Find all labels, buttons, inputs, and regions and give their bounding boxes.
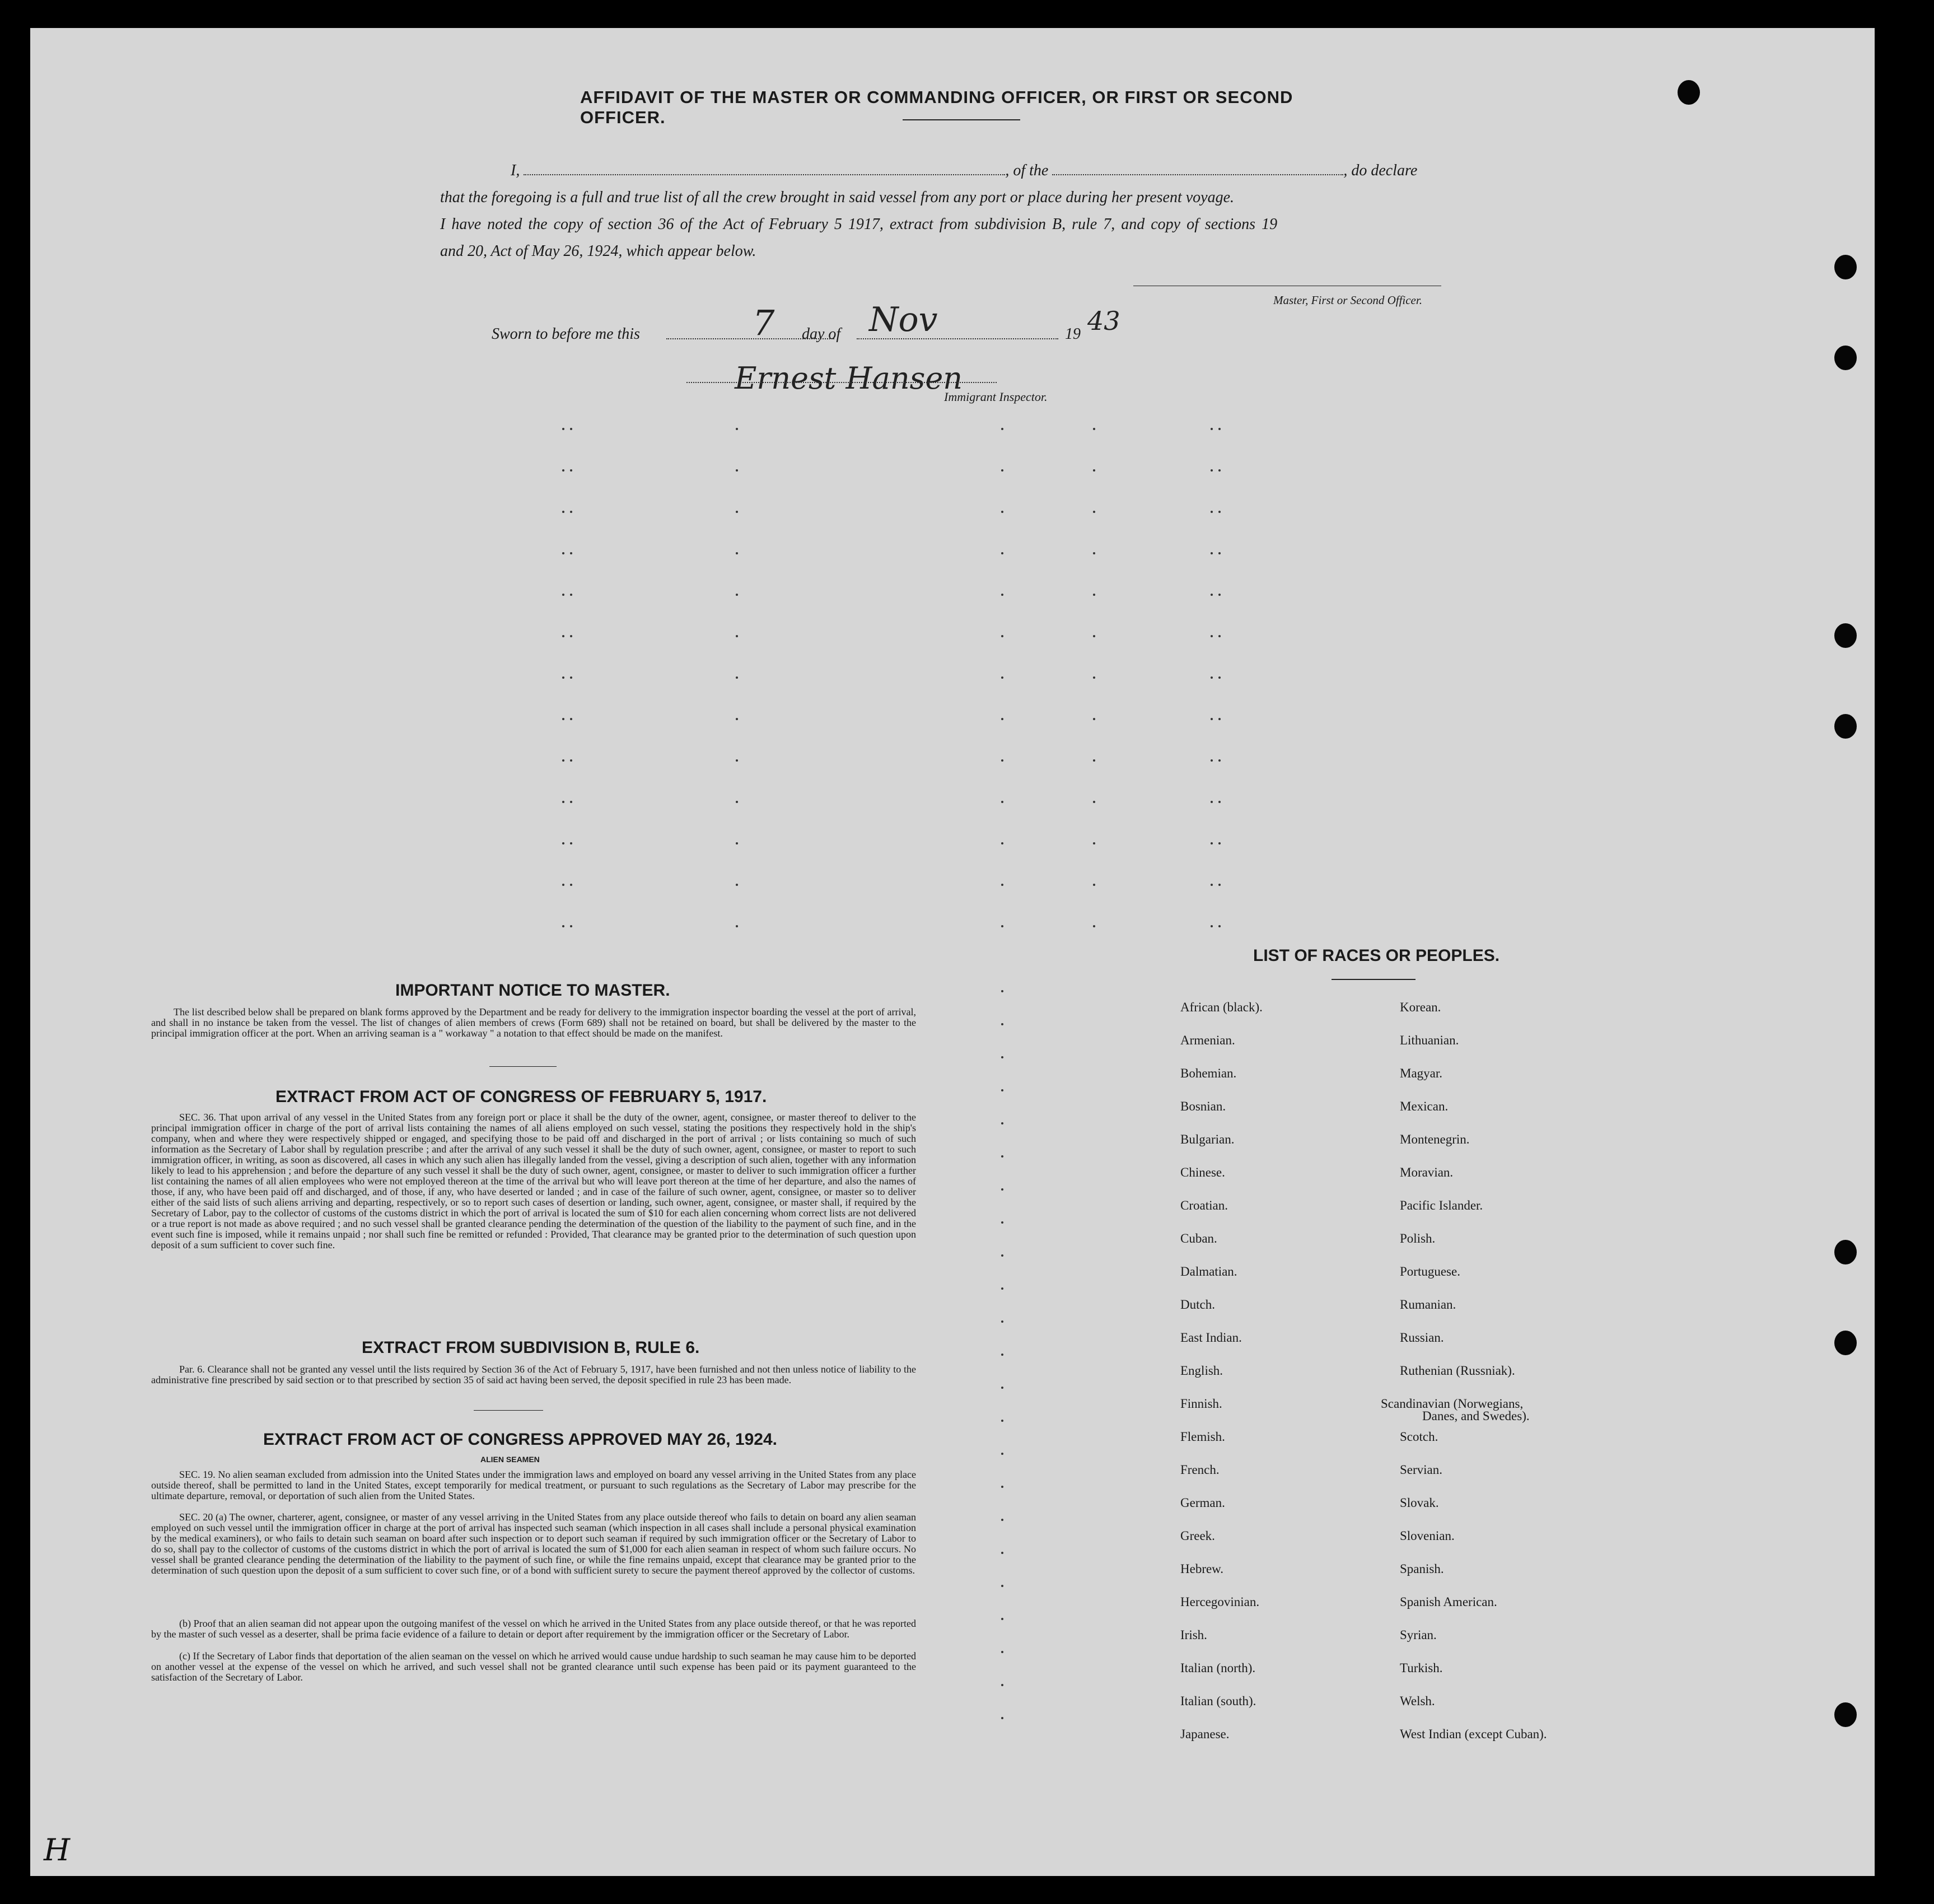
leader-dot — [1001, 552, 1003, 554]
leader-dot — [1211, 428, 1213, 430]
leader-dot — [1001, 759, 1003, 762]
leader-dot — [736, 594, 738, 596]
race-item: German. — [1180, 1496, 1225, 1510]
race-item: Slovak. — [1400, 1496, 1439, 1510]
leader-dot — [562, 842, 564, 844]
race-item: Greek. — [1180, 1529, 1215, 1543]
race-item: Slovenian. — [1400, 1529, 1455, 1543]
sec19-text: SEC. 19. No alien seaman excluded from admission into the United States under the immigration laws and employed on board any vessel arriving in the United States from any place outside thereof, shall be permitted to land in the United States, except temporarily for medical treatment, or pursuant to such regulations as the Secretary of Labor may prescribe for the ultimate departure, removal, or deportation of such alien from the United States. — [151, 1469, 916, 1501]
leader-dot — [1001, 469, 1003, 472]
corner-mark: H — [44, 1832, 71, 1868]
extract-1924-subtitle: ALIEN SEAMEN — [480, 1455, 540, 1464]
leader-dot — [1218, 428, 1221, 430]
leader-dot — [736, 759, 738, 762]
day-of-label: day of — [802, 325, 841, 343]
leader-dot — [736, 511, 738, 513]
leader-dot — [1001, 1155, 1003, 1158]
race-item: Italian (north). — [1180, 1661, 1256, 1675]
do-declare-label: , do declare — [1343, 162, 1418, 179]
race-item: Spanish American. — [1400, 1595, 1497, 1609]
race-item: Magyar. — [1400, 1066, 1443, 1080]
inspector-label: Immigrant Inspector. — [944, 390, 1048, 404]
leader-dot — [1218, 511, 1221, 513]
year-prefix: 19 — [1065, 325, 1081, 343]
leader-dot — [570, 884, 572, 886]
leader-dot — [570, 676, 572, 679]
race-item: West Indian (except Cuban). — [1400, 1727, 1547, 1741]
leader-dot — [1001, 1320, 1003, 1323]
leader-dot — [570, 552, 572, 554]
race-item: Chinese. — [1180, 1165, 1225, 1179]
notice-title: IMPORTANT NOTICE TO MASTER. — [395, 981, 670, 1000]
race-item: Russian. — [1400, 1331, 1444, 1345]
leader-dot — [1001, 1651, 1003, 1653]
extract-1924-title: EXTRACT FROM ACT OF CONGRESS APPROVED MAY 26, 1924. — [263, 1430, 777, 1449]
leader-dot — [1093, 925, 1095, 927]
leader-dot — [1211, 718, 1213, 720]
leader-dot — [1218, 884, 1221, 886]
leader-dot — [1093, 759, 1095, 762]
leader-dot — [1211, 594, 1213, 596]
leader-dot — [736, 676, 738, 679]
leader-dot — [1218, 469, 1221, 472]
punch-hole — [1834, 714, 1857, 739]
leader-dot — [736, 469, 738, 472]
leader-dot — [1093, 801, 1095, 803]
race-item: Moravian. — [1400, 1165, 1454, 1179]
leader-dot — [1218, 552, 1221, 554]
leader-dot — [562, 884, 564, 886]
race-item: Syrian. — [1400, 1628, 1437, 1642]
leader-dot — [1001, 925, 1003, 927]
race-item: Turkish. — [1400, 1661, 1443, 1675]
leader-dot — [736, 842, 738, 844]
leader-dot — [1093, 552, 1095, 554]
subdivision-title: EXTRACT FROM SUBDIVISION B, RULE 6. — [362, 1338, 700, 1357]
leader-dot — [1001, 594, 1003, 596]
race-item: Bulgarian. — [1180, 1132, 1235, 1146]
race-item: Dutch. — [1180, 1298, 1215, 1312]
subdivision-rule — [474, 1410, 543, 1411]
title-rule — [903, 119, 1020, 120]
leader-dot — [1001, 842, 1003, 844]
leader-dot — [1093, 469, 1095, 472]
leader-dot — [570, 925, 572, 927]
leader-dot — [1001, 1387, 1003, 1389]
race-item: Bohemian. — [1180, 1066, 1237, 1080]
leader-dot — [1093, 635, 1095, 637]
race-item: Servian. — [1400, 1463, 1443, 1477]
race-item: Welsh. — [1400, 1694, 1435, 1708]
leader-dot — [1093, 594, 1095, 596]
leader-dot — [562, 718, 564, 720]
leader-dot — [1001, 718, 1003, 720]
race-item: Mexican. — [1400, 1099, 1449, 1113]
race-item: Finnish. — [1180, 1397, 1222, 1411]
extract-1917-text: SEC. 36. That upon arrival of any vessel in the United States from any foreign port or place it shall be the duty of the owner, agent, consignee, or master thereof to deliver to the principal immigration officer in charge of the port of arrival lists containing the names of all aliens employed on such vessel, stating the positions they respectively hold in the ship's company, when and where they were respectively shipped or engaged, and specifying those to be paid off and discharged in the port of arrival ; or lists containing so much of such information as the Secretary of Labor shall by regulation prescribe ; and after the arrival of any such vessel it shall be the duty of such owner, agent, consignee, or master to report to such immigration officer, in writing, as soon as discovered, all cases in which any such alien has illegally landed from the vessel, giving a description of such alien, together with any information likely to lead to his apprehension ; and before the departure of any such vessel it shall be the duty of such owner, agent, consignee, or master to deliver to such immigration officer a further list containing the names of all alien employees who were not employed thereon at the time of the arrival but who will leave port thereon at the time of her departure, and also the names of those, if any, who have been paid off and discharged, and of those, if any, who have deserted or landed ; and in case of the failure of such owner, agent, consignee, or master so to deliver either of the said lists of such aliens arriving and departing, respectively, or so to report such cases of desertion or landing, such owner, agent, consignee, or master shall, if required by the Secretary of Labor, pay to the collector of customs of the customs district in which the port of arrival is located the sum of $10 for each alien concerning whom correct lists are not delivered or a true report is not made as above required ; and no such vessel shall be granted clearance pending the determination of the question of the liability to the payment of such fine, and in the event such fine is imposed, while it remains unpaid ; nor shall such fine be remitted or refunded : Provided, That clearance may be granted prior to the determination of such question upon deposit of a sum sufficient to cover such fine. — [151, 1112, 916, 1250]
leader-dot — [562, 428, 564, 430]
leader-dot — [1001, 1684, 1003, 1686]
leader-dot — [1001, 1056, 1003, 1058]
document-sheet — [30, 28, 1875, 1876]
leader-dot — [1093, 884, 1095, 886]
race-item: African (black). — [1180, 1000, 1263, 1014]
race-item: Italian (south). — [1180, 1694, 1256, 1708]
leader-dot — [1001, 511, 1003, 513]
leader-dot — [1001, 1618, 1003, 1620]
race-item: Scandinavian (Norwegians, — [1381, 1397, 1524, 1411]
master-label: Master, First or Second Officer. — [1273, 293, 1422, 307]
affidavit-line2: that the foregoing is a full and true list of all the crew brought in said vessel from any port or place during her present voyage. — [440, 189, 1235, 206]
leader-dot — [1001, 1221, 1003, 1224]
leader-dot — [1001, 676, 1003, 679]
subdivision-text: Par. 6. Clearance shall not be granted any vessel until the lists required by Section 36 of the Act of February 5, 1917, have been furnished and not then unless notice of liability to the administrative fine prescribed by said section or to that prescribed by section 35 of said act having been served, the deposit specified in rule 23 has been made. — [151, 1364, 916, 1385]
affidavit-i: I, — [511, 162, 520, 179]
leader-dot — [1218, 635, 1221, 637]
leader-dot — [1218, 676, 1221, 679]
leader-dot — [570, 759, 572, 762]
leader-dot — [1093, 428, 1095, 430]
affidavit-line3: I have noted the copy of section 36 of the Act of February 5 1917, extract from subdivision B, rule 7, and copy of sections 19 — [440, 216, 1278, 233]
races-rule — [1332, 979, 1416, 980]
leader-dot — [1001, 1287, 1003, 1290]
leader-dot — [1211, 511, 1213, 513]
leader-dot — [570, 801, 572, 803]
race-item: Spanish. — [1400, 1562, 1444, 1576]
leader-dot — [1001, 884, 1003, 886]
race-item: Irish. — [1180, 1628, 1207, 1642]
punch-hole — [1678, 80, 1700, 105]
race-item: Cuban. — [1180, 1231, 1217, 1245]
punch-hole — [1834, 623, 1857, 648]
leader-dot — [1001, 1420, 1003, 1422]
leader-dot — [1001, 1453, 1003, 1455]
notice-text: The list described below shall be prepared on blank forms approved by the Department and be ready for delivery to the immigration inspector boarding the vessel at the port of arrival, and shall in no instance be taken from the vessel. The list of changes of alien members of crews (Form 689) shall not be retained on board, but shall be delivered by the master to the principal immigration officer at the port. When an arriving seaman is a " workaway " a notation to that effect should be made on the manifest. — [151, 1006, 916, 1039]
race-item: Croatian. — [1180, 1198, 1228, 1212]
leader-dot — [1211, 635, 1213, 637]
vessel-fill-line — [1052, 162, 1343, 175]
leader-dot — [736, 801, 738, 803]
race-item: Japanese. — [1180, 1727, 1230, 1741]
race-item: East Indian. — [1180, 1331, 1242, 1345]
race-item: Polish. — [1400, 1231, 1436, 1245]
leader-dot — [1001, 1552, 1003, 1554]
leader-dot — [1001, 801, 1003, 803]
leader-dot — [1211, 884, 1213, 886]
punch-hole — [1834, 1240, 1857, 1264]
leader-dot — [736, 884, 738, 886]
leader-dot — [562, 925, 564, 927]
punch-hole — [1834, 255, 1857, 279]
sec20b-text: (b) Proof that an alien seaman did not appear upon the outgoing manifest of the vessel on which he arrived in the United States from any place outside thereof, or that he was reported by the master of such vessel as a deserter, shall be prima facie evidence of a failure to detain or deport after requirement by the immigration officer or the Secretary of Labor. — [151, 1618, 916, 1640]
leader-dot — [1001, 1188, 1003, 1191]
race-item: Bosnian. — [1180, 1099, 1226, 1113]
race-item: Ruthenian (Russniak). — [1400, 1364, 1515, 1378]
race-item: Flemish. — [1180, 1430, 1225, 1444]
affidavit-line1 — [511, 158, 1479, 184]
leader-dot — [1211, 842, 1213, 844]
handwritten-signature: Ernest Hansen — [735, 361, 963, 396]
sec20a-text: SEC. 20 (a) The owner, charterer, agent, consignee, or master of any vessel arriving in the United States from any place outside thereof who fails to detain on board any alien seaman employed on such vessel until the immigration officer in charge at the port of arrival has inspected such seaman (which inspection in all cases shall include a personal physical examination by the medical examiners), or who fails to detain such seaman on board after such inspection or to deport such seaman if required by such immigration officer or the Secretary of Labor to do so, shall pay to the collector of customs of the customs district in which the port of arrival is located the sum of $1,000 for each alien seaman in respect of whom such failure occurs. No vessel shall be granted clearance pending the determination of the liability to the payment of such fine, or while the fine remains unpaid, except that clearance may be granted prior to the determination of such question upon the deposit of a sum sufficient to cover such fine, or of a bond with sufficient surety to secure the payment thereof approved by the collector of customs. — [151, 1511, 916, 1576]
race-item: Armenian. — [1180, 1033, 1235, 1047]
leader-dot — [1093, 676, 1095, 679]
race-item: Dalmatian. — [1180, 1264, 1237, 1278]
leader-dot — [1211, 925, 1213, 927]
leader-dot — [1001, 990, 1003, 992]
leader-dot — [1001, 1519, 1003, 1521]
leader-dot — [1001, 1122, 1003, 1124]
leader-dot — [1211, 759, 1213, 762]
leader-dot — [570, 428, 572, 430]
leader-dot — [736, 552, 738, 554]
sec20c-text: (c) If the Secretary of Labor finds that deportation of the alien seaman on the vessel on which he arrived would cause undue hardship to such seaman he may cause him to be deported on another vessel at the expense of the vessel on which he arrived, and such vessel shall not be granted clearance until such expense has been paid or its payment guaranteed to the satisfaction of the Secretary of Labor. — [151, 1650, 916, 1683]
race-item: Hebrew. — [1180, 1562, 1224, 1576]
leader-dot — [1001, 1486, 1003, 1488]
leader-dot — [1093, 511, 1095, 513]
punch-hole — [1834, 1331, 1857, 1355]
leader-dot — [562, 759, 564, 762]
leader-dot — [1211, 676, 1213, 679]
leader-dot — [570, 718, 572, 720]
leader-dot — [1093, 718, 1095, 720]
leader-dot — [1211, 801, 1213, 803]
leader-dot — [736, 635, 738, 637]
leader-dot — [1211, 469, 1213, 472]
leader-dot — [1001, 1354, 1003, 1356]
race-item: Pacific Islander. — [1400, 1198, 1483, 1212]
leader-dot — [570, 635, 572, 637]
affidavit-title: AFFIDAVIT OF THE MASTER OR COMMANDING OFFICER, OR FIRST OR SECOND OFFICER. — [580, 87, 1293, 127]
affidavit-line4: and 20, Act of May 26, 1924, which appear below. — [440, 242, 756, 260]
leader-dot — [1218, 759, 1221, 762]
leader-dot — [562, 676, 564, 679]
leader-dot — [1001, 1717, 1003, 1719]
leader-dot — [1218, 925, 1221, 927]
leader-dot — [1001, 635, 1003, 637]
leader-dot — [736, 428, 738, 430]
sworn-prefix: Sworn to before me this — [492, 325, 640, 343]
handwritten-day: 7 — [753, 302, 775, 343]
race-item: Lithuanian. — [1400, 1033, 1459, 1047]
leader-dot — [570, 842, 572, 844]
race-item: Portuguese. — [1400, 1264, 1460, 1278]
extract-1917-title: EXTRACT FROM ACT OF CONGRESS OF FEBRUARY 5, 1917. — [275, 1088, 767, 1106]
leader-dot — [570, 511, 572, 513]
race-item: Scotch. — [1400, 1430, 1438, 1444]
race-item: Rumanian. — [1400, 1298, 1456, 1312]
inspector-signature-line — [686, 382, 997, 383]
leader-dot — [1001, 1585, 1003, 1587]
leader-dot — [1211, 552, 1213, 554]
leader-dot — [1001, 428, 1003, 430]
leader-dot — [1218, 801, 1221, 803]
leader-dot — [562, 801, 564, 803]
leader-dot — [562, 635, 564, 637]
punch-hole — [1834, 1702, 1857, 1727]
leader-dot — [1001, 1023, 1003, 1025]
leader-dot — [736, 925, 738, 927]
race-item: Hercegovinian. — [1180, 1595, 1260, 1609]
notice-rule — [489, 1066, 557, 1067]
race-item: Korean. — [1400, 1000, 1441, 1014]
leader-dot — [1001, 1254, 1003, 1257]
leader-dot — [562, 469, 564, 472]
leader-dot — [570, 469, 572, 472]
leader-dot — [1218, 842, 1221, 844]
race-item: English. — [1180, 1364, 1223, 1378]
race-item: French. — [1180, 1463, 1220, 1477]
race-item: Montenegrin. — [1400, 1132, 1470, 1146]
leader-dot — [562, 552, 564, 554]
leader-dot — [562, 594, 564, 596]
handwritten-year: 43 — [1087, 306, 1120, 336]
races-title: LIST OF RACES OR PEOPLES. — [1253, 946, 1500, 965]
handwritten-month: Nov — [869, 300, 938, 339]
leader-dot — [1093, 842, 1095, 844]
name-fill-line — [524, 162, 1005, 175]
leader-dot — [736, 718, 738, 720]
of-the-label: , of the — [1005, 162, 1049, 179]
leader-dot — [1218, 594, 1221, 596]
leader-dot — [1001, 1089, 1003, 1091]
race-item-scandinavian-continued: Danes, and Swedes). — [1422, 1409, 1530, 1423]
leader-dot — [1218, 718, 1221, 720]
leader-dot — [562, 511, 564, 513]
punch-hole — [1834, 346, 1857, 370]
leader-dot — [570, 594, 572, 596]
